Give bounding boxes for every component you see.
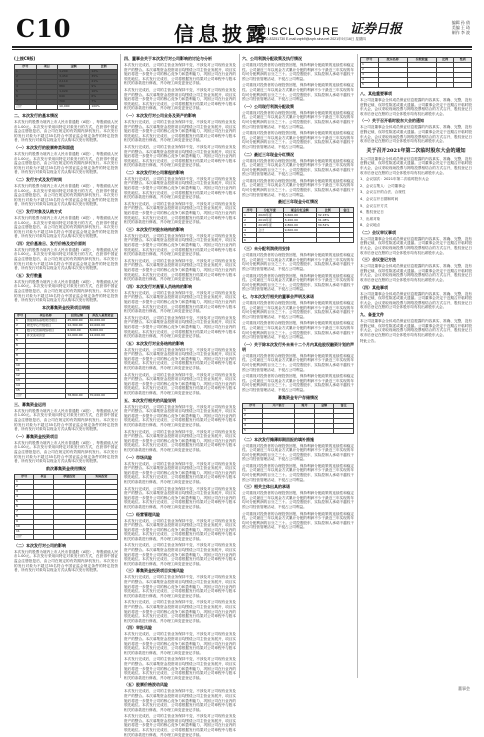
closing-text: 特此公告。 <box>360 339 378 344</box>
body-paragraph: 公司重视对投资者的合理投资回报，保持利润分配政策的连续性和稳定性。公司最近三年以现金方式累计分配的利润不少于最近三年实现的年均可分配利润的百分之三十。公司控股股东、实际控制人承诺不越权干预公司经营管理活动，不侵占公司利益。 <box>242 131 354 149</box>
body-paragraph: 本次发行完成后，公司的主营业务保持不变，不涉及对公司现有业务及资产的整合。本次募集资金投资项目均围绕公司主营业务展开，项目实施后将进一步提升公司的核心竞争力和盈利能力，巩固公司在行业内的领先地位。本次发行完成后，公司将根据发行结果对公司章程中与股本相关的条款进行修改，并办理工商变更登记手续。 <box>124 372 236 396</box>
body-paragraph: 公司重视对投资者的合理投资回报，保持利润分配政策的连续性和稳定性。公司最近三年以现金方式累计分配的利润不少于最近三年实现的年均可分配利润的百分之三十。公司控股股东、实际控制人承诺不越权干预公司经营管理活动，不侵占公司利益。 <box>242 158 354 177</box>
section-heading: （一）募集资金投资项目 <box>14 433 58 439</box>
contact-date-line: 电话：010-83251730 E-mail:zqrb9@zqrb.sina.net 2021年9月16日 星期四 <box>252 37 366 41</box>
section-heading: （四）审批风险 <box>124 625 152 631</box>
table-cell: 10% <box>90 90 118 95</box>
account-table <box>242 403 354 434</box>
section-heading: （二）经营管理风险 <box>124 511 160 517</box>
table-cell: 7 <box>15 509 34 514</box>
table-cell: 8 <box>15 353 26 358</box>
section-heading: （一）关于召开临时股东大会的通知 <box>360 118 424 124</box>
body-paragraph: 本公司及董事会全体成员保证信息披露的内容真实、准确、完整，没有虚假记载、误导性陈述或重大遗漏。公司董事会决定于近期召开临时股东大会，会议采取现场投票与网络投票相结合的方式召开，股权登记日收市后登记在册的公司全体股东均有权出席股东大会。 <box>360 291 472 310</box>
table-row <box>15 393 118 398</box>
table-cell: 序号 <box>15 65 37 70</box>
table-cell <box>436 83 454 88</box>
table-cell: 1 <box>15 479 34 484</box>
table-2 <box>14 313 118 399</box>
body-paragraph: 本次发行完成后，公司的主营业务保持不变，不涉及对公司现有业务及资产的整合。本次募集资金投资项目均围绕公司主营业务展开，项目实施后将进一步提升公司的核心竞争力和盈利能力，巩固公司在行业内的领先地位。本次发行完成后，公司将根据发行结果对公司章程中与股本相关的条款进行修改，并办理工商变更登记手续。 <box>124 461 236 484</box>
table-cell: 2 <box>15 323 26 328</box>
section-heading: （二）发行方式及发行时间 <box>14 176 62 182</box>
section-heading: （三）发行对象及认购方式 <box>14 208 62 214</box>
table-1 <box>14 64 118 110</box>
table-cell: 12,000.00 <box>66 333 88 338</box>
table-row <box>243 428 354 433</box>
table-cell: 14 <box>15 383 26 388</box>
table-cell: 12 <box>15 373 26 378</box>
section-heading: （一）关于除本次发行外未来十二个月内其他股权融资计划的声明 <box>242 341 354 352</box>
list-item: 2、会议召集人：公司董事会 <box>360 183 406 188</box>
table-cell: 实际投资 <box>85 474 117 479</box>
table-cell: 880 <box>58 85 90 90</box>
table-cell: 2,800.00 <box>283 223 316 228</box>
section-heading: （四）其他事项 <box>360 284 388 290</box>
body-paragraph: 本次发行的股票为境内上市人民币普通股（A股），每股面值人民币1.00元。本次发行采用向特定对象发行的方式，在获得中国证监会注册批复后，由公司在规定的有效期内择机发行。本次发行的发行对象为不超过35名符合中国证监会规定条件的特定投资者，所有发行对象均以现金方式认购本次发行的股票。 <box>14 279 118 303</box>
table-cell: 合计 <box>257 228 283 233</box>
table-cell: 分红年度 <box>257 208 283 213</box>
section-heading: （四）定价基准日、发行价格及定价原则 <box>14 240 86 246</box>
table-cell <box>85 534 117 539</box>
body-paragraph: 本次发行完成后，公司的主营业务保持不变，不涉及对公司现有业务及资产的整合。本次募集资金投资项目均围绕公司主营业务展开，项目实施后将进一步提升公司的核心竞争力和盈利能力，巩固公司在行业内的领先地位。本次发行完成后，公司将根据发行结果对公司章程中与股本相关的条款进行修改，并办理工商变更登记手续。 <box>124 600 236 623</box>
table-cell: 2 <box>243 413 263 418</box>
table-cell <box>36 105 58 110</box>
body-paragraph: 本次发行完成后，公司的主营业务保持不变，不涉及对公司现有业务及资产的整合。本次募集资金投资项目均围绕公司主营业务展开，项目实施后将进一步提升公司的核心竞争力和盈利能力，巩固公司在行业内的领先地位。本次发行完成后，公司将根据发行结果对公司章程中与股本相关的条款进行修改，并办理工商变更登记手续。 <box>124 347 236 371</box>
table-cell <box>283 238 316 243</box>
table-cell: 1 <box>15 70 37 75</box>
table-cell <box>378 83 407 88</box>
section-heading: （二）本次发行对公司的影响 <box>14 542 66 548</box>
table-row <box>243 238 354 243</box>
table-cell: 70,000.00 <box>88 393 117 398</box>
section-heading: （五）本次发行对业务结构的影响 <box>124 340 184 346</box>
body-paragraph: 本公司及董事会全体成员保证信息披露的内容真实、准确、完整，没有虚假记载、误导性陈述或重大遗漏。公司董事会决定于近期召开临时股东大会，会议采取现场投票与网络投票相结合的方式召开，股权登记日收市后登记在册的公司全体股东均有权出席股东大会。 <box>360 319 472 337</box>
table-cell: 9,600.00 <box>283 228 316 233</box>
section-subtitle: DISCLOSURE <box>258 26 340 38</box>
table-cell: 3 <box>243 418 263 423</box>
list-item: 8、会议地点 <box>360 223 381 228</box>
table-cell: 2019年度 <box>257 218 283 223</box>
body-paragraph: 本次发行完成后，公司的主营业务保持不变，不涉及对公司现有业务及资产的整合。本次募集资金投资项目均围绕公司主营业务展开，项目实施后将进一步提升公司的核心竞争力和盈利能力，巩固公司在行业内的领先地位。本次发行完成后，公司将根据发行结果对公司章程中与股本相关的条款进行修改，并办理工商变更登记手续。 <box>124 657 236 680</box>
table-row <box>361 83 472 88</box>
table-cell: 1 <box>243 213 257 218</box>
table-cell: 备注 <box>339 208 353 213</box>
table-cell: 合计 <box>15 534 34 539</box>
table-cell: 1 <box>243 408 263 413</box>
table-cell: 15 <box>15 388 26 393</box>
body-paragraph: 本次发行完成后，公司的主营业务保持不变，不涉及对公司现有业务及资产的整合。本次募集资金投资项目均围绕公司主营业务展开，项目实施后将进一步提升公司的核心竞争力和盈利能力，巩固公司在行业内的领先地位。本次发行完成后，公司将根据发行结果对公司章程中与股本相关的条款进行修改，并办理工商变更登记手续。 <box>124 63 236 86</box>
table-cell: 45,600.00 <box>66 318 88 323</box>
table-cell: 4 <box>15 85 37 90</box>
table-cell: 31.08% <box>316 218 339 223</box>
table-cell: 金额 <box>314 403 334 408</box>
body-paragraph: 本次发行的股票为境内上市人民币普通股（A股），每股面值人民币1.00元。本次发行采用向特定对象发行的方式，在获得中国证监会注册批复后，由公司在规定的有效期内择机发行。本次发行的发行对象为不超过35名符合中国证监会规定条件的特定投资者，所有发行对象均以现金方式认购本次发行的股票。 <box>14 151 118 175</box>
page-code: C10 <box>16 14 72 43</box>
list-item: 1、会议届次：2021年第二次临时股东大会 <box>360 177 429 182</box>
section-heading: 四、董事会关于本次发行对公司影响的讨论与分析 <box>124 56 212 61</box>
body-paragraph: 公司重视对投资者的合理投资回报，保持利润分配政策的连续性和稳定性。公司最近三年以现金方式累计分配的利润不少于最近三年实现的年均可分配利润的百分之三十。公司控股股东、实际控制人承诺不越权干预公司经营管理活动，不侵占公司利益。 <box>242 443 354 462</box>
table-3 <box>14 474 118 540</box>
body-paragraph: 本次发行完成后，公司的主营业务保持不变，不涉及对公司现有业务及资产的整合。本次募集资金投资项目均围绕公司主营业务展开，项目实施后将进一步提升公司的核心竞争力和盈利能力，巩固公司在行业内的领先地位。本次发行完成后，公司将根据发行结果对公司章程中与股本相关的条款进行修改，并办理工商变更登记手续。 <box>124 290 236 314</box>
table-cell: 序号 <box>15 313 26 318</box>
table-cell: 3 <box>15 328 26 333</box>
list-item: 6、股权登记日 <box>360 210 384 215</box>
table-cell: 1,020 <box>58 90 90 95</box>
table-cell: 12,300.00 <box>66 323 88 328</box>
shareholder-table <box>360 57 472 88</box>
table-cell: 9% <box>90 85 118 90</box>
list-item: 5、会议召开方式 <box>360 203 388 208</box>
table-cell: 合计 <box>15 393 26 398</box>
table-cell: 4 <box>15 494 34 499</box>
table-cell: 项目名称 <box>26 313 66 318</box>
table-cell: 比例 <box>316 208 339 213</box>
section-heading: （一）市场风险 <box>124 454 152 460</box>
body-paragraph: 本公司及董事会全体成员保证信息披露的内容真实、准确、完整，没有虚假记载、误导性陈述或重大遗漏。公司董事会决定于近期召开临时股东大会，会议采取现场投票与网络投票相结合的方式召开，股权登记日收市后登记在册的公司全体股东均有权出席股东大会。 <box>360 236 472 255</box>
body-paragraph: 本次发行完成后，公司的主营业务保持不变，不涉及对公司现有业务及资产的整合。本次募集资金投资项目均围绕公司主营业务展开，项目实施后将进一步提升公司的核心竞争力和盈利能力，巩固公司在行业内的领先地位。本次发行完成后，公司将根据发行结果对公司章程中与股本相关的条款进行修改，并办理工商变更登记手续。 <box>124 176 236 200</box>
table-cell: 现金分红金额 <box>283 208 316 213</box>
table-cell: 3 <box>243 223 257 228</box>
table-cell: 100% <box>90 105 118 110</box>
table-cell: 智能制造基地建设项目 <box>26 318 66 323</box>
column-2 <box>124 54 236 737</box>
section-heading: （二）会议审议事项 <box>360 229 396 235</box>
table-cell: 12,000.00 <box>88 333 117 338</box>
signature: 董事会 <box>458 686 470 691</box>
table-cell: 2 <box>15 484 34 489</box>
section-heading: 三、募集资金运用 <box>14 401 46 407</box>
header-rule <box>12 46 472 48</box>
column-1 <box>14 54 118 678</box>
table-2-title: 本次募集资金投资项目明细 <box>42 304 90 310</box>
table-cell: 序号 <box>243 208 257 213</box>
section-heading: 六、公司利润分配政策及执行情况 <box>242 56 302 61</box>
table-cell: 13 <box>15 378 26 383</box>
table-cell: 6 <box>15 95 37 100</box>
list-item: 4、会议召开日期和时间 <box>360 196 399 201</box>
table-cell: 700 <box>58 100 90 105</box>
table-cell: 640 <box>58 95 90 100</box>
body-paragraph: 公司重视对投资者的合理投资回报，保持利润分配政策的连续性和稳定性。公司最近三年以现金方式累计分配的利润不少于最近三年实现的年均可分配利润的百分之三十。公司控股股东、实际控制人承诺不越权干预公司经营管理活动，不侵占公司利益。 <box>242 253 354 272</box>
table-3-title: 前次募集资金使用情况 <box>46 465 86 471</box>
body-paragraph: 公司重视对投资者的合理投资回报，保持利润分配政策的连续性和稳定性。公司最近三年以现金方式累计分配的利润不少于最近三年实现的年均可分配利润的百分之三十。公司控股股东、实际控制人承诺不越权干预公司经营管理活动，不侵占公司利益。 <box>242 110 354 129</box>
list-item: 3、会议召开的合法、合规性 <box>360 190 406 195</box>
body-paragraph: 公司重视对投资者的合理投资回报，保持利润分配政策的连续性和稳定性。公司最近三年以现金方式累计分配的利润不少于最近三年实现的年均可分配利润的百分之三十。公司控股股东、实际控制人承诺不越权干预公司经营管理活动，不侵占公司利益。 <box>242 463 354 482</box>
section-heading: （四）本次发行对高管人员结构的影响 <box>124 283 192 289</box>
body-paragraph: 本次发行的股票为境内上市人民币普通股（A股），每股面值人民币1.00元。本次发行采用向特定对象发行的方式，在获得中国证监会注册批复后，由公司在规定的有效期内择机发行。本次发行的发行对象为不超过35名符合中国证监会规定条件的特定投资者，所有发行对象均以现金方式认购本次发行的股票。 <box>14 215 118 239</box>
table-cell: 5 <box>361 83 379 88</box>
table-cell <box>454 83 472 88</box>
table-cell: 3 <box>15 80 37 85</box>
table-cell: 2 <box>361 68 379 73</box>
section-heading: （五）发行数量 <box>14 272 42 278</box>
body-paragraph: 公司重视对投资者的合理投资回报，保持利润分配政策的连续性和稳定性。公司最近三年以现金方式累计分配的利润不少于最近三年实现的年均可分配利润的百分之三十。公司控股股东、实际控制人承诺不越权干预公司经营管理活动，不侵占公司利益。 <box>242 273 354 292</box>
section-heading: （一）公司现行利润分配政策 <box>242 103 294 109</box>
body-paragraph: 公司重视对投资者的合理投资回报，保持利润分配政策的连续性和稳定性。公司最近三年以现金方式累计分配的利润不少于最近三年实现的年均可分配利润的百分之三十。公司控股股东、实际控制人承诺不越权干预公司经营管理活动，不侵占公司利益。 <box>242 491 354 510</box>
table-cell: 股东名称 <box>378 58 407 63</box>
table-cell: 3 <box>361 73 379 78</box>
section-title: 信息披露 <box>174 22 270 46</box>
table-cell: 备注 <box>334 403 354 408</box>
table-cell: 3 <box>15 489 34 494</box>
table-cell: 5 <box>243 428 263 433</box>
table-cell: 性质 <box>454 58 472 63</box>
body-paragraph: 公司重视对投资者的合理投资回报，保持利润分配政策的连续性和稳定性。公司最近三年以现金方式累计分配的利润不少于最近三年实现的年均可分配利润的百分之三十。公司控股股东、实际控制人承诺不越权干预公司经营管理活动，不侵占公司利益。 <box>242 511 354 530</box>
header-rule-thin <box>12 49 472 50</box>
body-paragraph: 本公司及董事会全体成员保证信息披露的内容真实、准确、完整，没有虚假记载、误导性陈述或重大遗漏。公司董事会决定于近期召开临时股东大会，会议采取现场投票与网络投票相结合的方式召开，股权登记日收市后登记在册的公司全体股东均有权出席股东大会。 <box>360 125 472 144</box>
body-paragraph: 本次发行完成后，公司的主营业务保持不变，不涉及对公司现有业务及资产的整合。本次募集资金投资项目均围绕公司主营业务展开，项目实施后将进一步提升公司的核心竞争力和盈利能力，巩固公司在行业内的领先地位。本次发行完成后，公司将根据发行结果对公司章程中与股本相关的条款进行修改，并办理工商变更登记手续。 <box>124 233 236 257</box>
table-cell: 合计 <box>15 105 37 110</box>
table-cell: 4 <box>361 78 379 83</box>
table-cell: 10,000.00 <box>88 323 117 328</box>
body-paragraph: 本次发行的股票为境内上市人民币普通股（A股），每股面值人民币1.00元。本次发行采用向特定对象发行的方式，在获得中国证监会注册批复后，由公司在规定的有效期内择机发行。本次发行的发行对象为不超过35名符合中国证监会规定条件的特定投资者，所有发行对象均以现金方式认购本次发行的股票。 <box>14 247 118 271</box>
body-paragraph: 本公司及董事会全体成员保证信息披露的内容真实、准确、完整，没有虚假记载、误导性陈述或重大遗漏。公司董事会决定于近期召开临时股东大会，会议采取现场投票与网络投票相结合的方式召开，股权登记日收市后登记在册的公司全体股东均有权出席股东大会。 <box>360 264 472 283</box>
section-heading: 五、本次发行相关的风险说明 <box>124 397 176 403</box>
table-cell: 2018年度 <box>257 223 283 228</box>
table-cell <box>295 428 315 433</box>
body-paragraph: 本次发行完成后，公司的主营业务保持不变，不涉及对公司现有业务及资产的整合。本次募集资金投资项目均围绕公司主营业务展开，项目实施后将进一步提升公司的核心竞争力和盈利能力，巩固公司在行业内的领先地位。本次发行完成后，公司将根据发行结果对公司章程中与股本相关的条款进行修改，并办理工商变更登记手续。 <box>124 119 236 143</box>
table-cell: 数字化营销网络项目 <box>26 328 66 333</box>
body-paragraph: 公司重视对投资者的合理投资回报，保持利润分配政策的连续性和稳定性。公司最近三年以现金方式累计分配的利润不少于最近三年实现的年均可分配利润的百分之三十。公司控股股东、实际控制人承诺不越权干预公司经营管理活动，不侵占公司利益。 <box>242 83 354 102</box>
body-paragraph: 公司重视对投资者的合理投资回报，保持利润分配政策的连续性和稳定性。公司最近三年以现金方式累计分配的利润不少于最近三年实现的年均可分配利润的百分之三十。公司控股股东、实际控制人承诺不越权干预公司经营管理活动，不侵占公司利益。 <box>242 353 354 372</box>
dividend-table-title: 最近三年现金分红情况 <box>278 199 318 205</box>
body-paragraph: 本次发行的股票为境内上市人民币普通股（A股），每股面值人民币1.00元。本次发行采用向特定对象发行的方式，在获得中国证监会注册批复后，由公司在规定的有效期内择机发行。本次发行的发行对象为不超过35名符合中国证监会规定条件的特定投资者，所有发行对象均以现金方式认购本次发行的股票。 <box>14 440 118 464</box>
table-cell: 账号 <box>295 403 315 408</box>
column-divider <box>120 54 121 678</box>
body-paragraph: 本次发行完成后，公司的主营业务保持不变，不涉及对公司现有业务及资产的整合。本次募集资金投资项目均围绕公司主营业务展开，项目实施后将进一步提升公司的核心竞争力和盈利能力，巩固公司在行业内的领先地位。本次发行完成后，公司将根据发行结果对公司章程中与股本相关的条款进行修改，并办理工商变更登记手续。 <box>124 518 236 541</box>
table-cell: 6 <box>15 343 26 348</box>
table-cell: 40,000.00 <box>88 318 117 323</box>
body-paragraph: 本次发行的股票为境内上市人民币普通股（A股），每股面值人民币1.00元。本次发行采用向特定对象发行的方式，在获得中国证监会注册批复后，由公司在规定的有效期内择机发行。本次发行的发行对象为不超过35名符合中国证监会规定条件的特定投资者，所有发行对象均以现金方式认购本次发行的股票。 <box>14 549 118 573</box>
table-cell: 3,600.00 <box>283 213 316 218</box>
table-cell: 21% <box>90 80 118 85</box>
table-cell <box>26 393 66 398</box>
table-row <box>15 105 118 110</box>
table-cell: 5 <box>243 233 257 238</box>
column-3 <box>242 54 354 678</box>
meta-line: 制作 李 波 <box>451 30 470 35</box>
column-divider <box>239 54 240 678</box>
dividend-table <box>242 207 354 243</box>
table-cell <box>334 428 354 433</box>
table-cell: 2 <box>243 218 257 223</box>
body-paragraph: 公司重视对投资者的合理投资回报，保持利润分配政策的连续性和稳定性。公司最近三年以现金方式累计分配的利润不少于最近三年实现的年均可分配利润的百分之三十。公司控股股东、实际控制人承诺不越权干预公司经营管理活动，不侵占公司利益。 <box>242 63 354 81</box>
table-cell: 承诺投资 <box>53 474 85 479</box>
body-paragraph: 本公司及董事会全体成员保证信息披露的内容真实、准确、完整，没有虚假记载、误导性陈述或重大遗漏。公司董事会决定于近期召开临时股东大会，会议采取现场投票与网络投票相结合的方式召开，股权登记日收市后登记在册的公司全体股东均有权出席股东大会。 <box>360 156 472 175</box>
table-cell: 6 <box>15 504 34 509</box>
section-heading: （三）本次发行对股东结构的影响 <box>124 226 184 232</box>
body-paragraph: 本次发行完成后，公司的主营业务保持不变，不涉及对公司现有业务及资产的整合。本次募集资金投资项目均围绕公司主营业务展开，项目实施后将进一步提升公司的核心竞争力和盈利能力，巩固公司在行业内的领先地位。本次发行完成后，公司将根据发行结果对公司章程中与股本相关的条款进行修改，并办理工商变更登记手续。 <box>124 714 236 737</box>
table-cell: 11 <box>15 529 34 534</box>
table-cell: 32.15% <box>316 213 339 218</box>
section-heading: （三）募集资金投资项目实施风险 <box>124 568 184 574</box>
table-cell: 金额 <box>58 65 90 70</box>
body-paragraph: 本次发行完成后，公司的主营业务保持不变，不涉及对公司现有业务及资产的整合。本次募集资金投资项目均围绕公司主营业务展开，项目实施后将进一步提升公司的核心竞争力和盈利能力，巩固公司在行业内的领先地位。本次发行完成后，公司将根据发行结果对公司章程中与股本相关的条款进行修改，并办理工商变更登记手续。 <box>124 543 236 566</box>
masthead <box>12 16 472 46</box>
table-cell <box>34 534 53 539</box>
section-heading: （一）本次发行对公司业务及资产的影响 <box>124 112 196 118</box>
body-paragraph: 本次发行完成后，公司的主营业务保持不变，不涉及对公司现有业务及资产的整合。本次募集资金投资项目均围绕公司主营业务展开，项目实施后将进一步提升公司的核心竞争力和盈利能力，巩固公司在行业内的领先地位。本次发行完成后，公司将根据发行结果对公司章程中与股本相关的条款进行修改，并办理工商变更登记手续。 <box>124 201 236 225</box>
table-row <box>15 534 118 539</box>
body-paragraph: 本次发行的股票为境内上市人民币普通股（A股），每股面值人民币1.00元。本次发行采用向特定对象发行的方式，在获得中国证监会注册批复后，由公司在规定的有效期内择机发行。本次发行的发行对象为不超过35名符合中国证监会规定条件的特定投资者，所有发行对象均以现金方式认购本次发行的股票。 <box>14 120 118 143</box>
section-heading: 二、本次发行的基本情况 <box>14 113 58 118</box>
table-cell: 拟投入募集资金 <box>88 313 117 318</box>
table-cell: 7 <box>15 348 26 353</box>
list-item: 7、出席对象 <box>360 216 381 221</box>
table-cell: 4 <box>243 228 257 233</box>
body-paragraph: 本次发行完成后，公司的主营业务保持不变，不涉及对公司现有业务及资产的整合。本次募集资金投资项目均围绕公司主营业务展开，项目实施后将进一步提升公司的核心竞争力和盈利能力，巩固公司在行业内的领先地位。本次发行完成后，公司将根据发行结果对公司章程中与股本相关的条款进行修改，并办理工商变更登记手续。 <box>124 144 236 168</box>
table-cell: 3,450 <box>58 75 90 80</box>
table-cell: 1,200 <box>58 70 90 75</box>
table-cell <box>316 238 339 243</box>
table-cell <box>53 534 85 539</box>
column-divider <box>357 54 358 678</box>
table-cell: 8 <box>15 514 34 519</box>
table-cell: 序号 <box>243 403 263 408</box>
table-cell: 7 <box>15 100 37 105</box>
table-cell: 10 <box>15 524 34 529</box>
section-heading: 七、与本次发行相关的董事会声明及承诺 <box>242 294 314 299</box>
table-cell: 1 <box>361 63 379 68</box>
body-paragraph: 本次发行完成后，公司的主营业务保持不变，不涉及对公司现有业务及资产的整合。本次募集资金投资项目均围绕公司主营业务展开，项目实施后将进一步提升公司的核心竞争力和盈利能力，巩固公司在行业内的领先地位。本次发行完成后，公司将根据发行结果对公司章程中与股本相关的条款进行修改，并办理工商变更登记手续。 <box>124 486 236 509</box>
body-paragraph: 公司重视对投资者的合理投资回报，保持利润分配政策的连续性和稳定性。公司最近三年以现金方式累计分配的利润不少于最近三年实现的年均可分配利润的百分之三十。公司控股股东、实际控制人承诺不越权干预公司经营管理活动，不侵占公司利益。 <box>242 374 354 392</box>
body-paragraph: 本次发行完成后，公司的主营业务保持不变，不涉及对公司现有业务及资产的整合。本次募集资金投资项目均围绕公司主营业务展开，项目实施后将进一步提升公司的核心竞争力和盈利能力，巩固公司在行业内的领先地位。本次发行完成后，公司将根据发行结果对公司章程中与股本相关的条款进行修改，并办理工商变更登记手续。 <box>124 632 236 655</box>
table-cell: 9 <box>15 358 26 363</box>
editor-meta <box>404 20 470 35</box>
account-table-title: 募集资金专户存储情况 <box>278 394 318 400</box>
table-cell: 9 <box>15 519 34 524</box>
table-cell: 35% <box>90 75 118 80</box>
table-cell: 8,000.00 <box>88 328 117 333</box>
body-paragraph: 本次发行的股票为境内上市人民币普通股（A股），每股面值人民币1.00元。本次发行采用向特定对象发行的方式，在获得中国证监会注册批复后，由公司在规定的有效期内择机发行。本次发行的发行对象为不超过35名符合中国证监会规定条件的特定投资者，所有发行对象均以现金方式认购本次发行的股票。 <box>14 408 118 432</box>
meta-line: 编辑 孙 倩 <box>451 20 470 25</box>
table-cell: 12% <box>90 70 118 75</box>
table-cell: 1 <box>15 318 26 323</box>
table-cell: 比例 <box>436 58 454 63</box>
table-cell: 6 <box>243 238 257 243</box>
body-paragraph: 本次发行完成后，公司的主营业务保持不变，不涉及对公司现有业务及资产的整合。本次募集资金投资项目均围绕公司主营业务展开，项目实施后将进一步提升公司的核心竞争力和盈利能力，巩固公司在行业内的领先地位。本次发行完成后，公司将根据发行结果对公司章程中与股本相关的条款进行修改，并办理工商变更登记手续。 <box>124 575 236 598</box>
table-cell: 比例 <box>90 65 118 70</box>
meta-line: 美编 王 琦 <box>451 25 470 30</box>
body-paragraph: 本次发行完成后，公司的主营业务保持不变，不涉及对公司现有业务及资产的整合。本次募集资金投资项目均围绕公司主营业务展开，项目实施后将进一步提升公司的核心竞争力和盈利能力，巩固公司在行业内的领先地位。本次发行完成后，公司将根据发行结果对公司章程中与股本相关的条款进行修改，并办理工商变更登记手续。 <box>124 258 236 282</box>
table-cell: 研发中心升级项目 <box>26 323 66 328</box>
table-cell: 补充流动资金 <box>26 333 66 338</box>
table-cell: 序号 <box>361 58 379 63</box>
section-heading: （一）本次发行的股票种类和面值 <box>14 144 74 150</box>
newspaper-logo: 证券日报 <box>349 22 402 37</box>
table-cell: 10,000 <box>58 105 90 110</box>
body-paragraph: 本次发行完成后，公司的主营业务保持不变，不涉及对公司现有业务及资产的整合。本次募集资金投资项目均围绕公司主营业务展开，项目实施后将进一步提升公司的核心竞争力和盈利能力，巩固公司在行业内的领先地位。本次发行完成后，公司将根据发行结果对公司章程中与股本相关的条款进行修改，并办理工商变更登记手续。 <box>124 689 236 712</box>
table-cell: 5 <box>15 90 37 95</box>
table-cell: 4 <box>243 423 263 428</box>
table-cell: 3,200.00 <box>283 218 316 223</box>
table-cell: 78,800.00 <box>66 393 88 398</box>
table-cell: 开户银行 <box>262 403 295 408</box>
body-paragraph: 本次发行的股票为境内上市人民币普通股（A股），每股面值人民币1.00元。本次发行采用向特定对象发行的方式，在获得中国证监会注册批复后，由公司在规定的有效期内择机发行。本次发行的发行对象为不超过35名符合中国证监会规定条件的特定投资者，所有发行对象均以现金方式认购本次发行的股票。 <box>14 183 118 207</box>
section-heading: （二）本次发行对公司章程的影响 <box>124 169 184 175</box>
table-cell: 11 <box>15 368 26 373</box>
table-cell: 5 <box>15 499 34 504</box>
table-cell <box>339 238 353 243</box>
table-cell <box>407 83 436 88</box>
body-paragraph: 本次发行完成后，公司的主营业务保持不变，不涉及对公司现有业务及资产的整合。本次募集资金投资项目均围绕公司主营业务展开，项目实施后将进一步提升公司的核心竞争力和盈利能力，巩固公司在行业内的领先地位。本次发行完成后，公司将根据发行结果对公司章程中与股本相关的条款进行修改，并办理工商变更登记手续。 <box>124 429 236 452</box>
table-cell: 6% <box>90 95 118 100</box>
table-cell: 项目 <box>36 65 58 70</box>
table-cell: 4 <box>15 333 26 338</box>
column-4 <box>360 54 472 678</box>
table-cell <box>314 428 334 433</box>
continued-marker: (上接C9版) <box>14 56 36 61</box>
table-cell: 投资总额 <box>66 313 88 318</box>
table-cell: 序号 <box>15 474 34 479</box>
table-cell <box>257 238 283 243</box>
announcement-title: 关于召开2021年第二次临时股东大会的通知 <box>366 147 466 154</box>
section-heading: 八、其他重要事项 <box>360 91 392 96</box>
table-cell: 5 <box>15 338 26 343</box>
table-cell: 2,110 <box>58 80 90 85</box>
section-heading: 九、备查文件 <box>360 312 384 317</box>
body-paragraph: 本次发行完成后，公司的主营业务保持不变，不涉及对公司现有业务及资产的整合。本次募集资金投资项目均围绕公司主营业务展开，项目实施后将进一步提升公司的核心竞争力和盈利能力，巩固公司在行业内的领先地位。本次发行完成后，公司将根据发行结果对公司章程中与股本相关的条款进行修改，并办理工商变更登记手续。 <box>124 315 236 339</box>
body-paragraph: 本次发行完成后，公司的主营业务保持不变，不涉及对公司现有业务及资产的整合。本次募集资金投资项目均围绕公司主营业务展开，项目实施后将进一步提升公司的核心竞争力和盈利能力，巩固公司在行业内的领先地位。本次发行完成后，公司将根据发行结果对公司章程中与股本相关的条款进行修改，并办理工商变更登记手续。 <box>124 87 236 111</box>
body-paragraph: 公司重视对投资者的合理投资回报，保持利润分配政策的连续性和稳定性。公司最近三年以现金方式累计分配的利润不少于最近三年实现的年均可分配利润的百分之三十。公司控股股东、实际控制人承诺不越权干预公司经营管理活动，不侵占公司利益。 <box>242 321 354 340</box>
section-heading: （三）未分配利润使用安排 <box>242 246 290 252</box>
table-cell: 8,900.00 <box>66 328 88 333</box>
table-cell: 2 <box>15 75 37 80</box>
table-cell: 7% <box>90 100 118 105</box>
section-heading: （五）股票价格波动风险 <box>124 682 168 688</box>
table-cell: 持股数量 <box>407 58 436 63</box>
table-cell: 30.52% <box>316 223 339 228</box>
section-heading: （三）会议登记方法 <box>360 257 396 263</box>
body-paragraph: 公司重视对投资者的合理投资回报，保持利润分配政策的连续性和稳定性。公司最近三年以现金方式累计分配的利润不少于最近三年实现的年均可分配利润的百分之三十。公司控股股东、实际控制人承诺不越权干预公司经营管理活动，不侵占公司利益。 <box>242 301 354 319</box>
table-cell: 2020年度 <box>257 213 283 218</box>
table-cell: 10 <box>15 363 26 368</box>
section-heading: （二）最近三年现金分红情况 <box>242 151 294 157</box>
body-paragraph: 本公司及董事会全体成员保证信息披露的内容真实、准确、完整，没有虚假记载、误导性陈述或重大遗漏。公司董事会决定于近期召开临时股东大会，会议采取现场投票与网络投票相结合的方式召开，股权登记日收市后登记在册的公司全体股东均有权出席股东大会。 <box>360 98 472 116</box>
body-paragraph: 公司重视对投资者的合理投资回报，保持利润分配政策的连续性和稳定性。公司最近三年以现金方式累计分配的利润不少于最近三年实现的年均可分配利润的百分之三十。公司控股股东、实际控制人承诺不越权干预公司经营管理活动，不侵占公司利益。 <box>242 178 354 197</box>
body-paragraph: 本次发行完成后，公司的主营业务保持不变，不涉及对公司现有业务及资产的整合。本次募集资金投资项目均围绕公司主营业务展开，项目实施后将进一步提升公司的核心竞争力和盈利能力，巩固公司在行业内的领先地位。本次发行完成后，公司将根据发行结果对公司章程中与股本相关的条款进行修改，并办理工商变更登记手续。 <box>124 404 236 427</box>
table-cell <box>262 428 295 433</box>
section-heading: （二）本次发行摊薄即期回报的填补措施 <box>242 436 314 442</box>
table-cell: 项目 <box>34 474 53 479</box>
section-heading: （三）相关主体出具的承诺 <box>242 484 290 490</box>
